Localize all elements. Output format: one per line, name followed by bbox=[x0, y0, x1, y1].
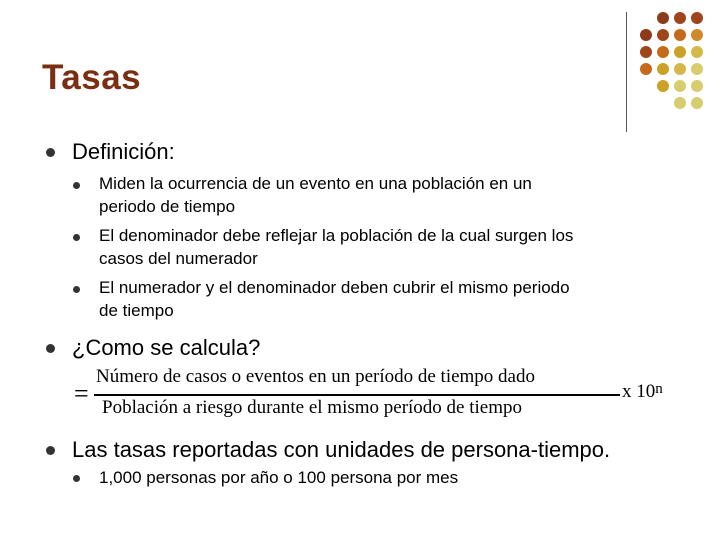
sub-bullet-personas: 1,000 personas por año o 100 persona por mes bbox=[99, 468, 459, 487]
decor-dot-grid bbox=[640, 12, 703, 109]
bullet-tasas-reportadas: Las tasas reportadas con unidades de persona-tiempo. bbox=[72, 437, 611, 462]
bullet-como-se-calcula: ¿Como se calcula? bbox=[72, 335, 261, 360]
decor-dot bbox=[691, 63, 703, 75]
decor-dot bbox=[657, 12, 669, 24]
decor-dot bbox=[674, 97, 686, 109]
decor-dot bbox=[640, 29, 652, 41]
sub-bullet-dot bbox=[73, 234, 80, 241]
formula-fraction-bar bbox=[94, 394, 620, 396]
decor-dot bbox=[691, 29, 703, 41]
formula-numerator: Número de casos o eventos en un período de tiempo dado bbox=[96, 366, 535, 387]
sub-bullet-dot bbox=[73, 286, 80, 293]
decor-dot bbox=[657, 80, 669, 92]
decor-divider-line bbox=[626, 12, 627, 132]
sub-bullet-dot bbox=[73, 182, 80, 189]
formula-denominator: Población a riesgo durante el mismo período de tiempo bbox=[102, 397, 523, 418]
decor-dot bbox=[657, 29, 669, 41]
decor-dot bbox=[691, 12, 703, 24]
formula-multiplier: x 10$^n$ bbox=[622, 381, 663, 402]
sub-bullet-numerador: El numerador y el denominador deben cubrir el mismo periodo de tiempo bbox=[99, 278, 570, 320]
sub-bullet-dot bbox=[73, 475, 80, 482]
formula-exponent: n bbox=[655, 381, 663, 397]
decor-dot bbox=[640, 46, 652, 58]
decor-dot bbox=[674, 80, 686, 92]
bullet-dot bbox=[46, 344, 55, 353]
decor-dot bbox=[657, 63, 669, 75]
decor-dot bbox=[674, 12, 686, 24]
rate-formula bbox=[72, 366, 672, 424]
decor-dot bbox=[674, 29, 686, 41]
bullet-dot bbox=[46, 148, 55, 157]
decor-dot bbox=[691, 46, 703, 58]
decor-dot bbox=[674, 63, 686, 75]
decor-dot bbox=[691, 97, 703, 109]
decor-dot bbox=[674, 46, 686, 58]
decor-dot bbox=[640, 63, 652, 75]
slide-title: Tasas bbox=[42, 58, 142, 97]
formula-equals: = bbox=[74, 379, 89, 408]
bullet-definicion: Definición: bbox=[72, 139, 175, 164]
decor-dot bbox=[691, 80, 703, 92]
sub-bullet-denominador: El denominador debe reflejar la población de la cual surgen los casos del numerador bbox=[99, 226, 574, 268]
decor-dot bbox=[657, 46, 669, 58]
bullet-dot bbox=[46, 446, 55, 455]
sub-bullet-miden: Miden la ocurrencia de un evento en una población en un periodo de tiempo bbox=[99, 174, 532, 216]
